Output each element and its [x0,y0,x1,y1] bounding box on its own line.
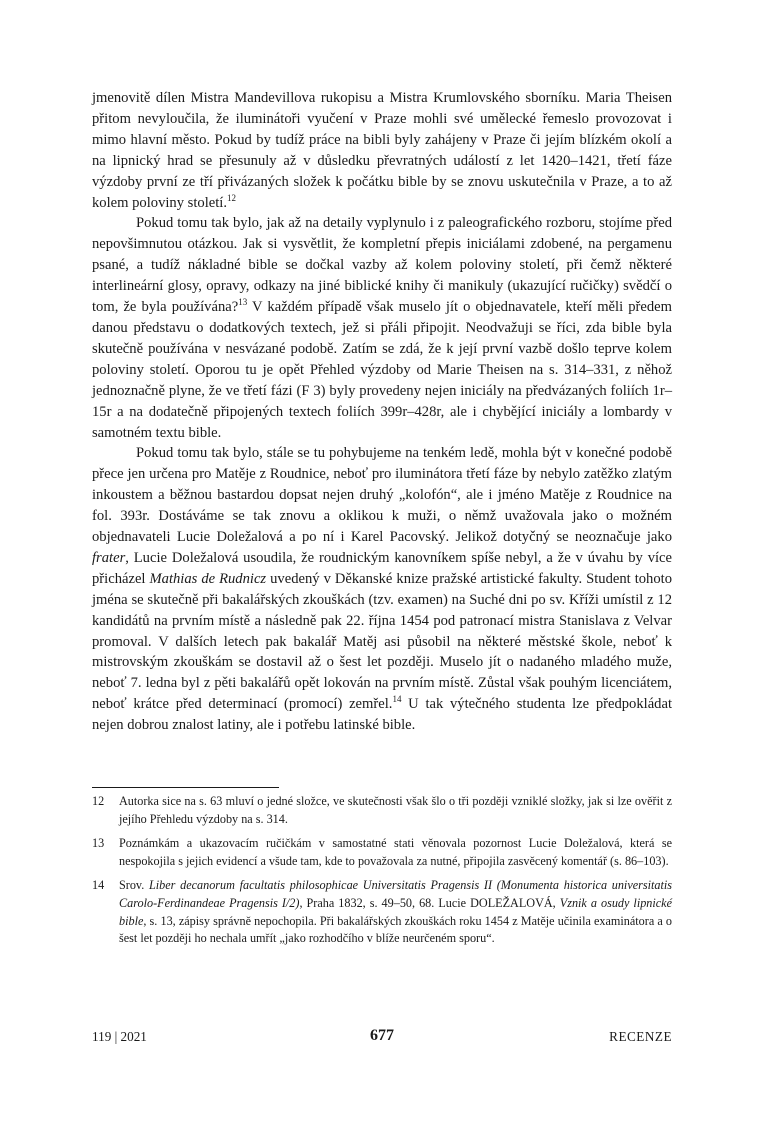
main-text [92,88,672,736]
paragraph-2 [92,213,672,443]
paragraph-text: jmenovitě dílen Mistra Mandevillova rukopisu a Mistra Krumlovského sborníku. Maria Theisen přitom nevyloučila, že iluminátoři vyučení v Praze mohli své umělecké řemeslo provozovat i mimo hlavní město. Pokud by tudíž práce na bibli byly zahájeny v Praze či jejím blízkém okolí a na lipnický hrad se přesunuly až v důsledku převratných událostí z let 1420–1421, třetí fáze výzdoby první ze tří přivázaných složek k počátku bible by se znovu uskutečnila v Praze, a to až kolem poloviny století. [92,90,672,211]
italic-title: Liber decanorum facultatis philosophicae Universitatis Pragensis II (Monumenta historica universitatis Carolo-Ferdinandeae Pragensis I/2) [119,878,672,910]
paragraph-3 [92,443,672,736]
footnote-ref-13[interactable]: 13 [238,297,248,308]
footnote-number: 12 [92,794,105,808]
section-label: RECENZE [609,1029,672,1044]
issue-label: 119 | 2021 [92,1029,147,1044]
footnote-13 [92,835,672,870]
footnote-text [119,877,672,947]
footnotes [92,793,672,955]
footnote-14 [92,877,672,947]
footnote-text-part: , Praha 1832, s. 49–50, 68. Lucie DOLEŽALOVÁ, [299,895,560,910]
footnote-12 [92,793,672,828]
paragraph-1 [92,88,672,213]
paragraph-text: , Lucie Doležalová usoudila, že roudnickým kanovníkem spíše nebyl, a že v úvahu by více přicházel [92,549,672,587]
footnote-divider [92,787,279,788]
paragraph-text: V každém případě však muselo jít o objednavatele, kteří měli předem danou představu o dodatkových textech, jež si přáli připojit. Neodvažuji se říci, zda bible byla skutečně používána v nesvázané podobě. Zatím se zdá, že k její první vazbě došlo teprve kolem poloviny století. Oporou tu je opět Přehled výzdoby od Marie Theisen na s. 314–331, z něhož jednoznačně plyne, že ve třetí fázi (F 3) byly provedeny nejen iniciály na předvázaných foliích 1r–15r a na dodatečně připojených textech foliích 399r–428r, ale i chybějící iniciály a lombardy v samotném textu bible. [92,299,672,441]
italic-name: Mathias de Rudnicz [149,570,267,587]
paragraph-text: uvedený v Děkanské knize pražské artistické fakulty. Student tohoto jména se skutečně při bakalářských zkouškách (tzv. examen) na Suché dni po sv. Kříži umístil z 12 kandidátů na prvním místě a následně pak 22. října 1454 pod patronací mistra Stanislava z Velvar promoval. V dalších letech pak bakalář Matěj asi působil na některé městské škole, neboť k mistrovským zkouškám se dostavil až o šest let později. Muselo jít o nadaného mladého muže, neboť 7. ledna byl z pěti bakalářů opět lokován na prvním místě. Zůstal však pouhým licenciátem, neboť krátce před determinací (promocí) zemřel. [92,570,672,713]
footnote-ref-12[interactable]: 12 [227,192,236,203]
footnote-text-part: , s. 13, zápisy správně nepochopila. Při bakalářských zkouškách roku 1454 z Matěje učinila examinátora a o šest let později ho nechala umřít „jako rozhodčího v blíže neurčeném sporu“. [119,913,672,946]
italic-title: Vznik a osudy lipnické bible [119,895,673,928]
footnote-text-part: Srov. [119,878,149,893]
footnote-text: Autorka sice na s. 63 mluví o jedné složce, ve skutečnosti však šlo o tři později vzniklé složky, jak si lze ověřit z jejího Přehledu výzdoby na s. 314. [119,794,672,826]
footnote-text: Poznámkám a ukazovacím ručičkám v samostatné stati věnovala pozornost Lucie Doležalová, která se nespokojila s jejich evidencí a všude tam, kde to považovala za nutné, připojila zasvěcený komentář (s. 86–103). [119,836,672,868]
italic-term: frater [92,549,126,566]
footnote-number: 13 [92,836,105,851]
paragraph-text: Pokud tomu tak bylo, jak až na detaily vyplynulo i z paleografického rozboru, stojíme před nepovšimnutou otázkou. Jak si vysvětlit, že kompletní přepis iniciálami zdobené, na pergamenu psané, a tudíž nákladné bible se dočkal vazby až kolem poloviny století, při čemž některé interlineární glosy, opravy, odkazy na jiné biblické knihy či manikuly (ukazující ručičky) svědčí o tom, že byla používána? [92,215,672,316]
page-number: 677 [370,1027,394,1044]
paragraph-text: U tak výtečného studenta lze předpokládat nejen dobrou znalost latiny, ale i potřebu latinské bible. [92,696,673,734]
footnote-number: 14 [92,878,105,893]
paragraph-text: Pokud tomu tak bylo, stále se tu pohybujeme na tenkém ledě, mohla být v konečné podobě přece jen určena pro Matěje z Roudnice, neboť pro iluminátora třetí fáze by nebylo zatěžko zlatým inkoustem a běžnou bastardou dopsat nejen druhý „kolofón“, ale i jméno Matěje z Roudnice na fol. 393r. Dostáváme se tak znovu a oklikou k muži, o němž uvažovala jako o možném objednavateli Lucie Doležalová a po ní i Karel Pacovský. Jelikož dotyčný se neoznačuje jako [92,445,672,546]
footnote-ref-14[interactable]: 14 [392,694,402,705]
